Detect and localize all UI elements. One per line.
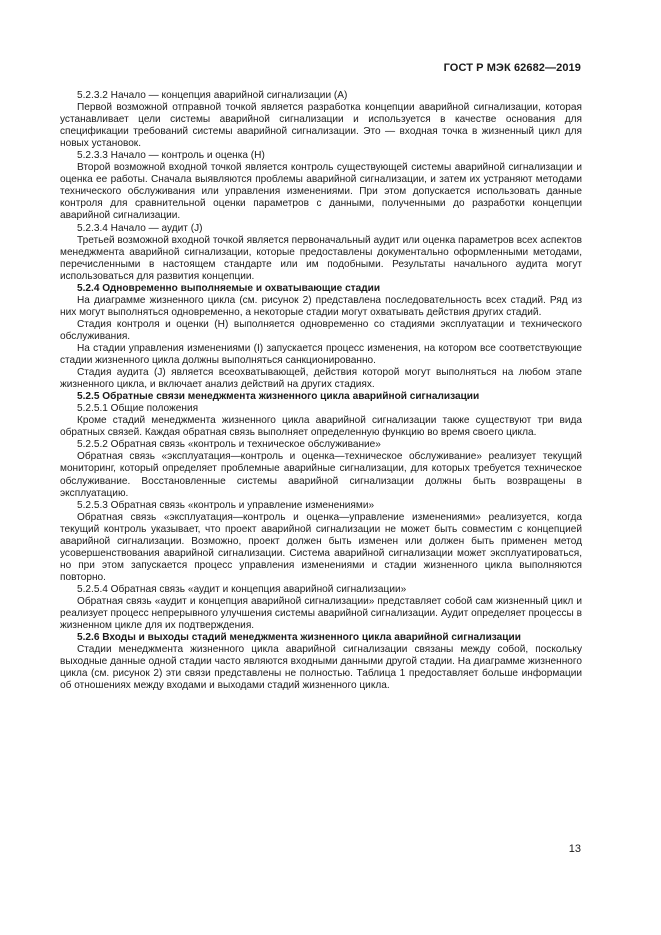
paragraph: Стадия контроля и оценки (Н) выполняется одновременно со стадиями эксплуатации и технического обслуживания.	[60, 318, 582, 342]
paragraph: Обратная связь «аудит и концепция аварийной сигнализации» представляет собой сам жизненный цикл и реализует процесс непрерывного улучшения системы аварийной сигнализации. Аудит определяет процессы в жизненном цикле для их подтверждения.	[60, 595, 582, 632]
paragraph: На диаграмме жизненного цикла (см. рисунок 2) представлена последовательность всех стадий. Ряд из них могут выполняться одновременно, а некоторые стадии могут охватывать действия других стадий.	[60, 294, 582, 318]
paragraph: Третьей возможной входной точкой является первоначальный аудит или оценка параметров всех аспектов менеджмента аварийной сигнализации, которые предоставлены документально оформленными методами, перечисленными в настоящем стандарте или им подобными. Результаты начального аудита могут использоваться для развития концепции.	[60, 234, 582, 282]
section-heading: 5.2.6 Входы и выходы стадий менеджмента жизненного цикла аварийной сигнализации	[77, 632, 521, 644]
subsection-title: 5.2.3.2 Начало — концепция аварийной сигнализации (А)	[77, 90, 348, 101]
paragraph: Стадии менеджмента жизненного цикла аварийной сигнализации связаны между собой, поскольку выходные данные одной стадии часто являются входными данными другой стадии. На диаграмме жизненного цикла (см. рисунок 2) эти связи представлены не полностью. Таблица 1 предоставляет больше информации об отношениях между входами и выходами стадий жизненного цикла.	[60, 644, 582, 692]
subsection-title: 5.2.5.4 Обратная связь «аудит и концепция аварийной сигнализации»	[77, 583, 407, 595]
paragraph: Стадия аудита (J) является всеохватывающей, действия которой могут выполняться на любом этапе жизненного цикла, и включает анализ действий на других стадиях.	[60, 367, 582, 391]
subsection-title: 5.2.3.4 Начало — аудит (J)	[77, 222, 203, 234]
subsection-title: 5.2.5.2 Обратная связь «контроль и техническое обслуживание»	[77, 439, 381, 451]
subsection-title: 5.2.5.3 Обратная связь «контроль и управление изменениями»	[77, 499, 375, 511]
standard-designation: ГОСТ Р МЭК 62682—2019	[443, 62, 581, 74]
document-body	[60, 90, 582, 692]
paragraph: Кроме стадий менеджмента жизненного цикла аварийной сигнализации также существуют три вида обратных связей. Каждая обратная связь выполняет определенную функцию во время своего цикла.	[60, 415, 582, 439]
paragraph: На стадии управления изменениями (I) запускается процесс изменения, на котором все соответствующие стадии жизненного цикла должны выполняться санкционированно.	[60, 342, 582, 367]
subsection-title: 5.2.5.1 Общие положения	[77, 403, 199, 415]
subsection-title: 5.2.3.3 Начало — контроль и оценка (Н)	[77, 150, 265, 162]
page-number: 13	[568, 843, 581, 855]
paragraph: Первой возможной отправной точкой является разработка концепции аварийной сигнализации, которая устанавливает цели системы аварийной сигнализации и используется в качестве основания для спецификации требований системы аварийной сигнализации. Это — входная точка в жизненный цикл для новых установок.	[60, 102, 582, 150]
section-heading: 5.2.4 Одновременно выполняемые и охватывающие стадии	[77, 282, 381, 294]
paragraph: Обратная связь «эксплуатация—контроль и оценка—управление изменениями» реализуется, когда текущий контроль указывает, что проект аварийной сигнализации не может быть совместим с концепцией аварийной сигнализации. Возможно, проект должен быть изменен или должен быть применен метод усовершенствования аварийной сигнализации. Система аварийной сигнализации может эксплуатироваться, но при этом запускается процесс управления изменениями и стадии жизненного цикла выполняются повторно.	[60, 511, 582, 583]
section-heading: 5.2.5 Обратные связи менеджмента жизненного цикла аварийной сигнализации	[77, 391, 480, 403]
paragraph: Второй возможной входной точкой является контроль существующей системы аварийной сигнализации и оценка ее работы. Сначала выявляются проблемы аварийной сигнализации, и затем их устраняют методами технического обслуживания или управления изменениями. При этом допускается использовать данные контроля для сравнительной оценки параметров с данными, полученными до разработки концепции аварийной сигнализации.	[60, 162, 582, 222]
paragraph: Обратная связь «эксплуатация—контроль и оценка—техническое обслуживание» реализует текущий мониторинг, который определяет проблемные аварийные сигнализации, для которых требуется техническое обслуживание. Восстановленные системы аварийной сигнализации должны быть возвращены в эксплуатацию.	[60, 451, 582, 499]
